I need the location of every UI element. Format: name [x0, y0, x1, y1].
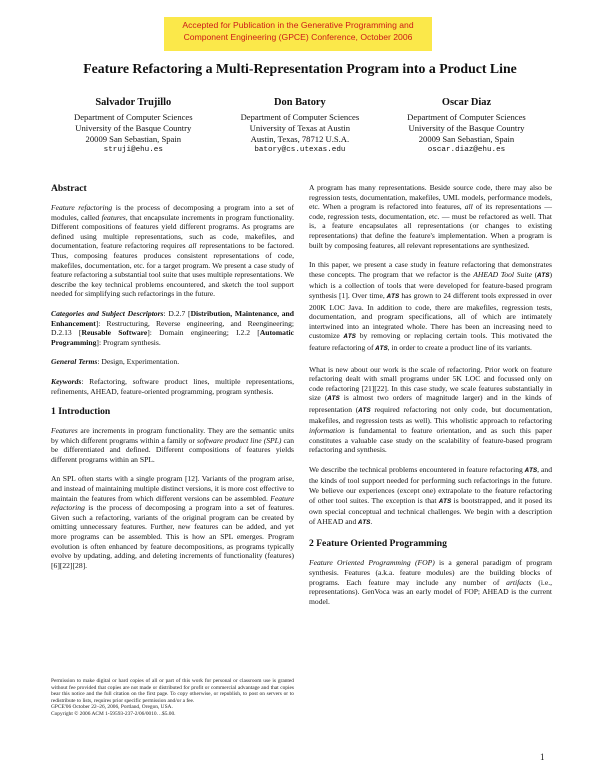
abstract-text [51, 203, 294, 299]
text: is the process of decomposing a program into a set of features. Given such a refactoring, variants of the original program can be created by omitting unnecessary features. Further, new features can be added, and yet more programs can be assembled. This is how an SPL emerges. Program evolution is often enhanced by feature decompositions, as programs typically evolve by updating, adding, and deleting increments of functionality (features) [6][22][28]. [51, 503, 294, 570]
footnote-text: Permission to make digital or hard copies of all or part of this work for personal or classroom use is granted without fee provided that copies are not made or distributed for profit or commercial advantage and that copies bear this notice and the full citation on the first page. To copy otherwise, or republish, to post on servers or to redistribute to lists, requires prior specific permission and/or a fee. [51, 678, 294, 704]
ats-name: ATS [343, 333, 356, 342]
text: : Refactoring, software product lines, multiple representations, refinements, AHEAD, feature-oriented programming, program synthesis. [51, 376, 294, 396]
author-email[interactable]: oscar.diaz@ehu.es [427, 146, 506, 154]
footnote-copyright: Copyright © 2006 ACM 1-59593-237-2/06/0010…$5.00. [51, 710, 176, 717]
text: , in order to create a product line of its variants. [387, 342, 532, 352]
text: representations to be factored. Thus, composing features produces consistent representations of code, makefiles, documentation, etc. for a target program. We present a case study of feature refactoring a substantial tool suite that uses multiple representations. We describe the key technical problems encountered, and sketch the tool support needed for simplifying such refactorings in the future. [51, 241, 294, 299]
text: ]: Restructuring, Reverse engineering, and Reengineering; D.2.13 [ [51, 318, 294, 338]
right-column [309, 183, 552, 616]
term: all [188, 241, 197, 251]
right-paragraph-2 [309, 260, 552, 354]
author-block [50, 96, 550, 156]
text: is fundamental to feature orientation, and as such this paper constitutes a valuable case study on the scalability of feature-based program refactoring and synthesis. [309, 426, 552, 455]
author-email[interactable]: batory@cs.utexas.edu [254, 146, 346, 154]
intro-paragraph-1 [51, 426, 294, 464]
keywords-label: Keywords [51, 376, 82, 386]
text: of its representations — code, regression tests, documentation, etc. — must be refactored as well. That is, a feature encapsulates all representations (or changes to existing representations) that define the feature's implementation. When a program is built by composing features, all relevant representations are synthesized. [309, 202, 553, 250]
right-paragraph-4 [309, 465, 552, 529]
general-terms-label: General Terms [51, 357, 98, 367]
copyright-footnote [51, 678, 294, 718]
author-1 [50, 96, 217, 156]
term: software product line (SPL) [197, 435, 282, 445]
text: is bootstrapped, and it posed its own special conceptual and technical challenges. We begin with a description of AHEAD and [309, 495, 552, 526]
general-terms [51, 357, 294, 367]
author-2 [217, 96, 384, 156]
author-3 [383, 96, 550, 156]
text: by removing or replacing certain tools. This motivated the feature refactoring of [309, 331, 552, 352]
ats-name: ATS [524, 466, 538, 475]
intro-heading: 1 Introduction [51, 406, 111, 418]
author-name: Don Batory [274, 97, 326, 108]
author-inst: University of the Basque Country [75, 123, 192, 133]
author-dept: Department of Computer Sciences [407, 112, 526, 122]
page-number: 1 [540, 752, 545, 762]
text: An SPL often starts with a single program [12]. Variants of the program arise, and instead of maintaining multiple distinct versions, it is more cost effective to maintain the features from which different versions can be assembled. [51, 474, 294, 503]
text: In this paper, we present a case study in feature refactoring that demonstrates these concepts. The program that we refactor is the [309, 260, 552, 279]
text: A program has many representations. Beside source code, there may also be regression tests, documentation, makefiles, UML models, performance models, etc. When a program is refactored into features, [309, 183, 552, 212]
text: required refactoring not only code, but documentation, makefiles, and regression tests as well). This wholistic approach to refactoring [309, 404, 552, 426]
section-2-heading: 2 Feature Oriented Programming [309, 538, 447, 550]
text: ]: Domain engineering; I.2.2 [ [147, 328, 260, 338]
text: is the process of decomposing a program into a set of modules, called [51, 203, 295, 222]
author-inst: University of Texas at Austin [249, 123, 351, 133]
text: (i.e., representations). GenVoca was an early model of FOP; AHEAD is the current model. [309, 577, 552, 606]
text: We describe the technical problems encountered in feature refactoring [309, 464, 525, 474]
text: is a general paradigm of program synthesis. Features (a.k.a. feature modules) are the building blocks of programs. Each feature may include any number of [309, 558, 552, 587]
bold: Distribution, Maintenance, and Enhancement [51, 308, 295, 328]
bold: Reusable Software [81, 328, 148, 338]
categories [51, 309, 294, 347]
author-addr: 20009 San Sebastian, Spain [418, 134, 515, 144]
text: : Design, Experimentation. [97, 357, 180, 367]
categories-label: Categories and Subject Descriptors [51, 308, 164, 318]
right-paragraph-5 [309, 558, 552, 606]
term: artifacts [506, 577, 532, 587]
publication-banner [164, 17, 432, 51]
banner-line-1: Accepted for Publication in the Generative Programming and [182, 20, 414, 30]
right-paragraph-3 [309, 365, 552, 455]
ats-name: ATS [375, 344, 388, 353]
author-dept: Department of Computer Sciences [73, 112, 193, 122]
abstract-heading: Abstract [51, 183, 87, 194]
term: AHEAD Tool Suite [473, 269, 532, 279]
author-addr: 20009 San Sebastian, Spain [85, 134, 182, 144]
ats-name: ATS [327, 395, 340, 404]
term: all [464, 202, 473, 212]
author-inst: University of the Basque Country [408, 123, 525, 133]
term: Features [51, 426, 78, 436]
text: are increments in program functionality. They are the semantic units by which different programs within a family or [51, 426, 294, 445]
term: features [101, 212, 126, 222]
author-addr: Austin, Texas, 78712 U.S.A. [250, 134, 350, 144]
author-email[interactable]: struji@ehu.es [103, 146, 163, 154]
text: has grown to 24 different tools expressed in over 200K LOC Java. In addition to code, there are makefiles, regression tests, documentation, and program specifications, all of which are intimately intertwined into an integrated whole. There has been an increasing need to customize [309, 290, 552, 341]
text: ]: Program synthesis. [96, 337, 161, 347]
text: is almost two orders of magnitude larger) and in the kinds of representation ( [309, 393, 552, 414]
term: Feature refactoring [51, 203, 113, 212]
right-paragraph-1 [309, 183, 552, 250]
ats-name: ATS [537, 271, 550, 280]
text: ) [549, 269, 552, 279]
text: which is a collection of tools that were developed for feature-based program synthesis [1]. Over time, [309, 281, 552, 300]
ats-name: ATS [438, 497, 452, 506]
author-dept: Department of Computer Sciences [240, 112, 360, 122]
ats-name: ATS [358, 406, 371, 415]
intro-paragraph-2 [51, 474, 294, 570]
bold: Automatic Programming [51, 328, 294, 347]
term: Feature refactoring [51, 493, 294, 513]
term: Feature Oriented Programming (FOP) [309, 558, 435, 568]
footnote-conf: GPCE'06 October 22–26, 2006, Portland, Oregon, USA. [51, 704, 173, 711]
text: can be differentiated and defined. Different compositions of features yields different programs within an SPL. [51, 435, 295, 464]
author-name: Oscar Diaz [441, 97, 492, 108]
text: What is new about our work is the scale of refactoring. Prior work on feature refactoring dealt with small programs under 5K LOC and focussed only on code refactoring [21][22]. In this case study, we scale features substantially in size ( [309, 364, 552, 403]
text: . [370, 516, 373, 526]
banner-line-2: Component Engineering (GPCE) Conference, October 2006 [183, 32, 413, 42]
text: , and the kinds of tool support needed for performing such refactorings in the future. We believe our experiences (except one) extrapolate to the feature refactoring of other tool suites. The exception is that [309, 464, 553, 505]
text: ( [531, 269, 538, 279]
ats-name: ATS [386, 292, 400, 301]
author-name: Salvador Trujillo [95, 97, 172, 108]
left-column [51, 183, 294, 580]
text: : D.2.7 [ [163, 308, 191, 318]
ats-name: ATS [358, 518, 371, 527]
keywords [51, 377, 294, 396]
paper-title: Feature Refactoring a Multi-Representation Program into a Product Line [83, 61, 517, 76]
term: information [309, 426, 345, 436]
text: , that encapsulate increments in program functionality. Different compositions of features yield different programs. As programs are defined using multiple representations, such as code, makefiles, and documentation, feature refactoring requires [51, 212, 294, 251]
